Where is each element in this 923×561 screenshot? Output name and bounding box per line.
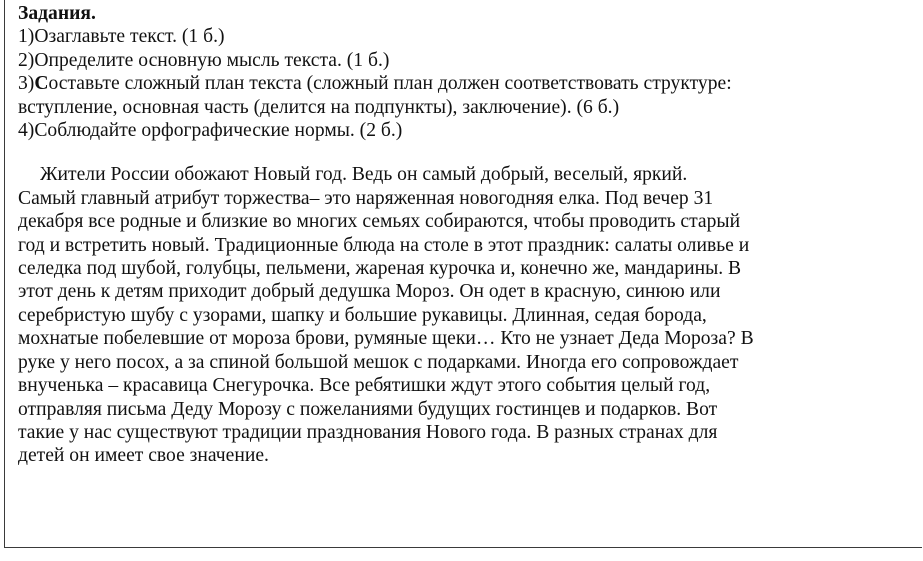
- story-line: год и встретить новый. Традиционные блюда на столе в этот праздник: салаты оливье и: [18, 234, 750, 256]
- story-line: отправляя письма Деду Морозу с пожеланиями будущих гостинцев и подарков. Вот: [18, 398, 718, 420]
- task-4: 4)Соблюдайте орфографические нормы. (2 б.): [18, 120, 403, 142]
- story-line: мохнатые побелевшие от мороза брови, румяные щеки… Кто не узнает Деда Мороза? В: [18, 328, 754, 350]
- document-content: [18, 2, 918, 468]
- story-line: серебристую шубу с узорами, шапку и большие рукавицы. Длинная, седая борода,: [18, 304, 707, 326]
- story-line: детей он имеет свое значение.: [18, 445, 269, 467]
- document-page: [4, 0, 922, 548]
- task-3-prefix: 3): [18, 73, 35, 95]
- task-3-line-2: вступление, основная часть (делится на подпункты), заключение). (6 б.): [18, 96, 620, 118]
- tasks-heading: Задания.: [18, 3, 96, 24]
- tasks-list: [18, 25, 918, 142]
- story-line: руке у него посох, а за спиной большой мешок с подарками. Иногда его сопровождает: [18, 351, 739, 373]
- story-line: селедка под шубой, голубцы, пельмени, жареная курочка и, конечно же, мандарины. В: [18, 258, 742, 280]
- task-3-text-1: оставьте сложный план текста (сложный план должен соответствовать структуре:: [48, 73, 732, 95]
- story-line: такие у нас существуют традиции празднования Нового года. В разных странах для: [18, 421, 718, 443]
- task-3-bold-letter: С: [34, 73, 49, 95]
- story-line: этот день к детям приходит добрый дедушка Мороз. Он одет в красную, синюю или: [18, 281, 721, 303]
- story-line: декабря все родные и близкие во многих семьях собираются, чтобы проводить старый: [18, 211, 741, 233]
- task-2: 2)Определите основную мысль текста. (1 б.): [18, 49, 390, 71]
- story-text: [18, 163, 918, 467]
- story-line: Жители России обожают Новый год. Ведь он самый добрый, веселый, яркий.: [40, 164, 688, 186]
- task-3-line-1: [18, 72, 918, 95]
- task-3: [18, 72, 918, 119]
- task-1: 1)Озаглавьте текст. (1 б.): [18, 26, 225, 48]
- story-line: внученька – красавица Снегурочка. Все ребятишки ждут этого события целый год,: [18, 375, 711, 397]
- story-line: Самый главный атрибут торжества– это наряженная новогодняя елка. Под вечер 31: [18, 187, 714, 209]
